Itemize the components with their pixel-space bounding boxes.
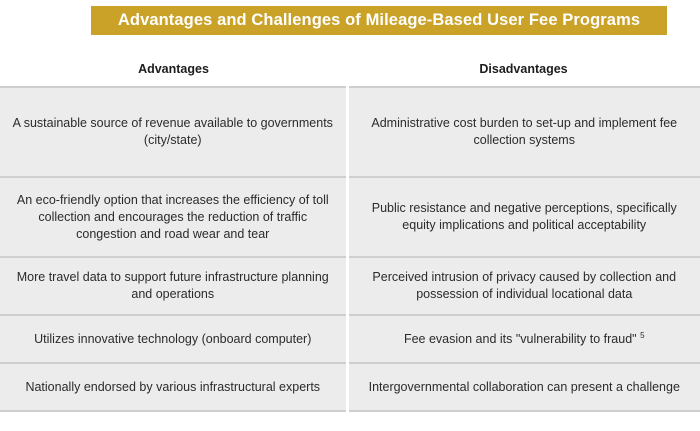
disadvantage-cell: Administrative cost burden to set-up and implement fee collection systems (347, 87, 700, 177)
disadvantage-cell: Intergovernmental collaboration can present a challenge (347, 363, 700, 411)
page-title: Advantages and Challenges of Mileage-Based User Fee Programs (117, 11, 641, 29)
advantages-disadvantages-table (0, 52, 700, 412)
advantage-cell: An eco-friendly option that increases the efficiency of toll collection and encourages the reduction of traffic congestion and road wear and tear (0, 177, 347, 257)
table-row (0, 177, 700, 257)
table-row (0, 363, 700, 411)
disadvantage-cell: Public resistance and negative perceptions, specifically equity implications and political acceptability (347, 177, 700, 257)
advantage-cell: Utilizes innovative technology (onboard computer) (0, 315, 347, 363)
table-header-row (0, 52, 700, 87)
title-banner (91, 6, 667, 35)
advantage-cell: Nationally endorsed by various infrastructural experts (0, 363, 347, 411)
footnote-marker: 5 (640, 330, 645, 340)
header-advantages: Advantages (0, 52, 347, 87)
disadvantage-text: Fee evasion and its "vulnerability to fraud" (403, 331, 637, 346)
table-row (0, 257, 700, 315)
disadvantage-cell: Perceived intrusion of privacy caused by collection and possession of individual locational data (347, 257, 700, 315)
advantage-cell: More travel data to support future infrastructure planning and operations (0, 257, 347, 315)
header-disadvantages: Disadvantages (347, 52, 700, 87)
disadvantage-cell (347, 315, 700, 363)
advantage-cell: A sustainable source of revenue available to governments (city/state) (0, 87, 347, 177)
table-row (0, 87, 700, 177)
table-row (0, 315, 700, 363)
